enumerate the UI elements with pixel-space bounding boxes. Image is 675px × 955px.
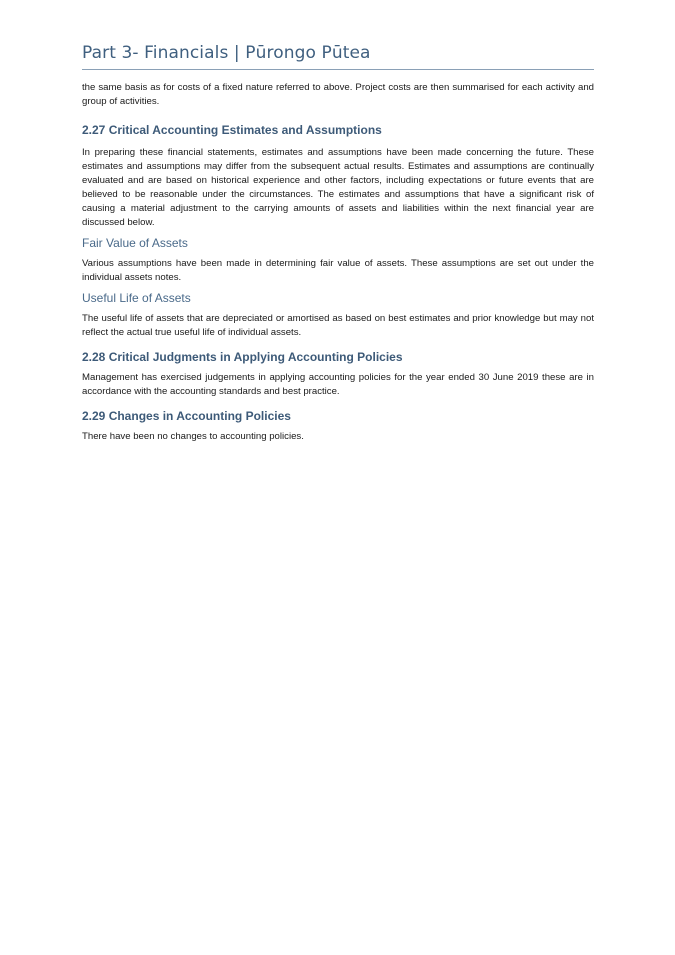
- section-2-27-heading: 2.27 Critical Accounting Estimates and Assumptions: [82, 123, 382, 137]
- page-header-title: Part 3- Financials | Pūrongo Pūtea: [82, 43, 371, 63]
- page-content: [82, 81, 594, 444]
- useful-life-heading: Useful Life of Assets: [82, 291, 191, 305]
- header-divider: [82, 69, 594, 70]
- fair-value-paragraph: Various assumptions have been made in determining fair value of assets. These assumptions are set out under the individual assets notes.: [82, 258, 594, 283]
- section-2-28-heading: 2.28 Critical Judgments in Applying Accounting Policies: [82, 350, 403, 364]
- section-2-29-paragraph: There have been no changes to accounting policies.: [82, 431, 304, 442]
- fair-value-heading: Fair Value of Assets: [82, 236, 188, 250]
- section-2-28-paragraph: Management has exercised judgements in applying accounting policies for the year ended 30 June 2019 these are in accordance with the accounting standards and best practice.: [82, 372, 594, 397]
- section-2-29-heading: 2.29 Changes in Accounting Policies: [82, 409, 291, 423]
- useful-life-paragraph: The useful life of assets that are depreciated or amortised as based on best estimates and prior knowledge but may not reflect the actual true useful life of individual assets.: [82, 313, 594, 338]
- section-2-27-paragraph: In preparing these financial statements, estimates and assumptions have been made concerning the future. These estimates and assumptions may differ from the subsequent actual results. Estimates and assumptions are continually evaluated and are based on historical experience and other factors, including expectations or future events that are believed to be reasonable under the circumstances. The estimates and assumptions that have a significant risk of causing a material adjustment to the carrying amounts of assets and liabilities within the next financial year are discussed below.: [82, 147, 594, 228]
- intro-paragraph: the same basis as for costs of a fixed nature referred to above. Project costs are then summarised for each activity and group of activities.: [82, 82, 594, 107]
